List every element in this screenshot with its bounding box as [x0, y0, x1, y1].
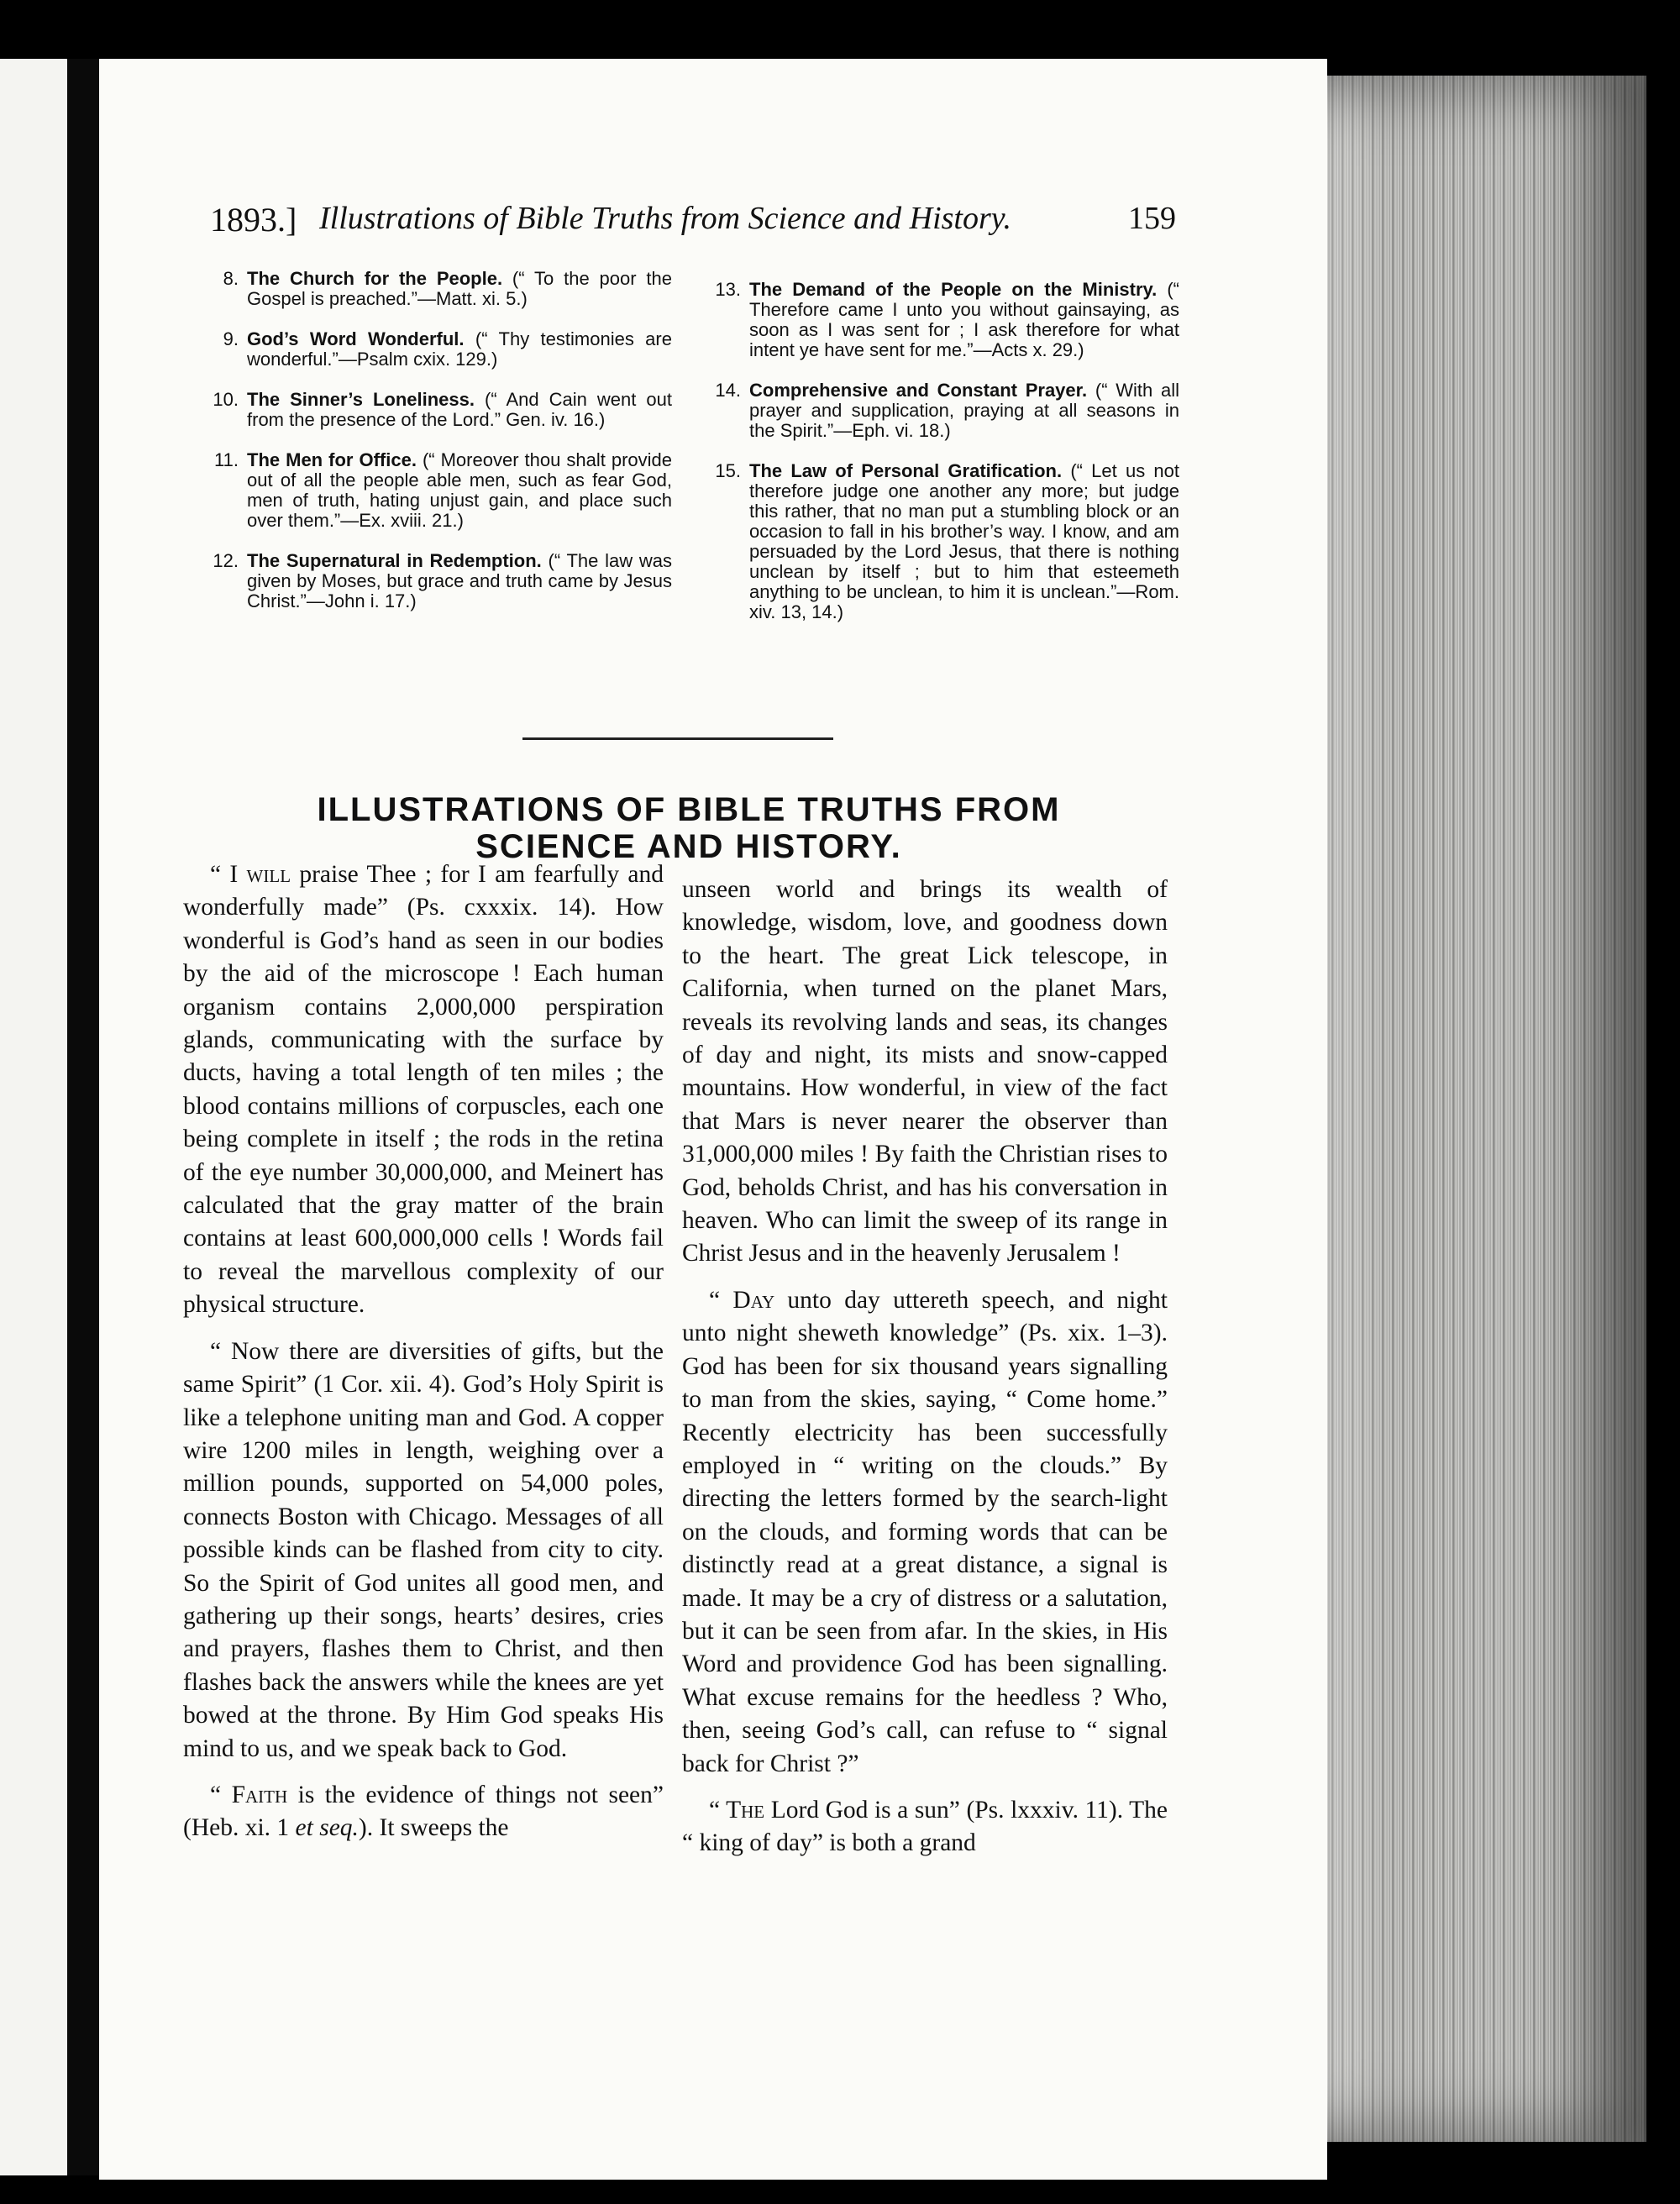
paragraph-body: ). It sweeps the [358, 1814, 509, 1842]
topic-number: 10. [213, 389, 239, 410]
paragraph [183, 858, 664, 1322]
paragraph-lead: “ T [709, 1796, 742, 1824]
topic-title: The Sinner’s Loneliness. [247, 389, 475, 410]
header-title: Illustrations of Bible Truths from Science and History. [319, 201, 1012, 236]
topic-number: 14. [715, 380, 741, 401]
topic-item [202, 329, 672, 370]
section-divider [522, 737, 833, 740]
paragraph-small-caps: will [246, 861, 291, 888]
paragraph-lead: “ F [210, 1781, 245, 1808]
topic-reference: (“ With all prayer and supplication, praying at all seasons in the Spirit.”—Eph. vi. 18.) [749, 380, 1180, 441]
page-number: 159 [1128, 201, 1176, 236]
article-title-line: ILLUSTRATIONS OF BIBLE TRUTHS FROM [317, 791, 1061, 828]
topic-text [247, 390, 672, 430]
paragraph-lead: “ I [210, 861, 247, 888]
paragraph-body: unto day uttereth speech, and night unto night sheweth knowledge” (Ps. xix. 1–3). God has been for six thousand years signalling to man from the skies, saying, “ Come home.” Recently electricity has been successfully employed in “ writing on the clouds.” By directing the letters formed by the search-light on the clouds, and forming words that can be distinctly read at a great distance, a signal is made. It may be a cry of distress or a salutation, but it can be seen from afar. In the skies, in His Word and providence God has been signalling. What excuse remains for the heedless ? Who, then, seeing God’s call, can refuse to “ signal back for Christ ?” [682, 1286, 1168, 1777]
topic-item [202, 269, 672, 309]
topic-reference: (“ Let us not therefore judge one another any more; but judge this rather, that no man put a stumbling block or an occasion to fall in his brother’s way. I know, and am persuaded by the Lord Jesus, that there is nothing unclean by itself ; but to him that esteemeth anything to be unclean, to him it is unclean.”—Rom. xiv. 13, 14.) [749, 460, 1179, 622]
header-year: 1893.] [210, 201, 297, 239]
text-column-left [183, 858, 664, 1845]
topic-number: 15. [715, 460, 741, 481]
text-column-right [682, 874, 1168, 1860]
topic-number: 12. [213, 550, 239, 571]
topic-number: 8. [223, 268, 239, 289]
topic-title: The Law of Personal Gratification. [749, 460, 1063, 481]
topic-reference: (“ The law was given by Moses, but grace and truth came by Jesus Christ.”—John i. 17.) [247, 550, 673, 611]
topic-text [247, 329, 672, 370]
topic-title: The Supernatural in Redemption. [247, 550, 542, 571]
topic-text [247, 551, 672, 611]
topic-reference: (“ Moreover thou shalt provide out of all the people able men, such as fear God, men of truth, hating unjust gain, and place such over them.”—Ex. xviii. 21.) [247, 449, 672, 531]
topic-reference: (“ To the poor the Gospel is preached.”—Matt. xi. 5.) [247, 268, 672, 309]
topic-reference: (“ Thy testimonies are wonderful.”—Psalm cxix. 129.) [247, 328, 672, 370]
topic-title: God’s Word Wonderful. [247, 328, 465, 349]
topic-text [247, 269, 672, 309]
paragraph-small-caps: ay [750, 1286, 775, 1314]
topic-number: 11. [214, 449, 239, 470]
topic-number: 13. [715, 279, 741, 300]
paragraph-italic: et seq. [295, 1814, 359, 1842]
running-header [210, 200, 1176, 250]
topic-item [704, 461, 1179, 622]
topic-item [704, 280, 1179, 360]
paragraph [682, 1284, 1168, 1781]
paragraph-lead: “ D [709, 1286, 751, 1314]
topic-reference: (“ And Cain went out from the presence of the Lord.” Gen. iv. 16.) [247, 389, 672, 430]
paragraph-small-caps: aith [245, 1781, 288, 1808]
topic-title: Comprehensive and Constant Prayer. [749, 380, 1088, 401]
topic-item [202, 551, 672, 611]
page-block-edge [1327, 76, 1646, 2142]
topic-list-right [704, 280, 1179, 622]
topic-reference: (“ Therefore came I unto you without gainsaying, as soon as I was sent for ; I ask therefore for what intent ye have sent for me.”—Acts x. 29.) [749, 279, 1179, 360]
paragraph-body: is the evidence of things not seen” (Heb. xi. 1 [183, 1781, 664, 1842]
topic-item [202, 450, 672, 531]
book-gutter [67, 59, 99, 2175]
topic-text [749, 380, 1179, 441]
article-title [202, 791, 1176, 865]
topic-title: The Church for the People. [247, 268, 503, 289]
paragraph [682, 1794, 1168, 1860]
paragraph [183, 1779, 664, 1845]
facing-page-edge [0, 59, 67, 2175]
paragraph-small-caps: he [741, 1796, 765, 1824]
topic-title: The Demand of the People on the Ministry. [749, 279, 1158, 300]
topic-text [247, 450, 672, 531]
topic-text [749, 280, 1179, 360]
article-title-line: SCIENCE AND HISTORY. [475, 828, 902, 865]
topic-list-left [202, 269, 672, 611]
topic-item [202, 390, 672, 430]
topic-number: 9. [223, 328, 239, 349]
paragraph-body: praise Thee ; for I am fearfully and wonderfully made” (Ps. cxxxix. 14). How wonderful is God’s hand as seen in our bodies by the aid of the microscope ! Each human organism contains 2,000,000 perspiration glands, communicating with the surface by ducts, having a total length of ten miles ; the blood contains millions of corpuscles, each one being complete in itself ; the rods in the retina of the eye number 30,000,000, and Meinert has calculated that the gray matter of the brain contains at least 600,000,000 cells ! Words fail to reveal the marvellous complexity of our physical structure. [183, 861, 664, 1319]
topic-title: The Men for Office. [247, 449, 417, 470]
paragraph: “ Now there are diversities of gifts, but the same Spirit” (1 Cor. xii. 4). God’s Holy Spirit is like a telephone uniting man and God. A copper wire 1200 miles in length, weighing over a million pounds, supported on 54,000 poles, connects Boston with Chicago. Messages of all possible kinds can be flashed from city to city. So the Spirit of God unites all good men, and gathering up their songs, hearts’ desires, cries and prayers, flashes them to Christ, and then flashes back the answers while the knees are yet bowed at the throne. By Him God speaks His mind to us, and we speak back to God. [183, 1337, 664, 1762]
topic-text [749, 461, 1179, 622]
paragraph: unseen world and brings its wealth of knowledge, wisdom, love, and goodness down to the heart. The great Lick telescope, in California, when turned on the planet Mars, reveals its revolving lands and seas, its changes of day and night, its mists and snow-capped mountains. How wonderful, in view of the fact that Mars is never nearer the observer than 31,000,000 miles ! By faith the Christian rises to God, beholds Christ, and has his conversation in heaven. Who can limit the sweep of its range in Christ Jesus and in the heavenly Jerusalem ! [682, 876, 1168, 1267]
topic-item [704, 380, 1179, 441]
paragraph-body: Lord God is a sun” (Ps. lxxxiv. 11). The “ king of day” is both a grand [682, 1796, 1168, 1857]
